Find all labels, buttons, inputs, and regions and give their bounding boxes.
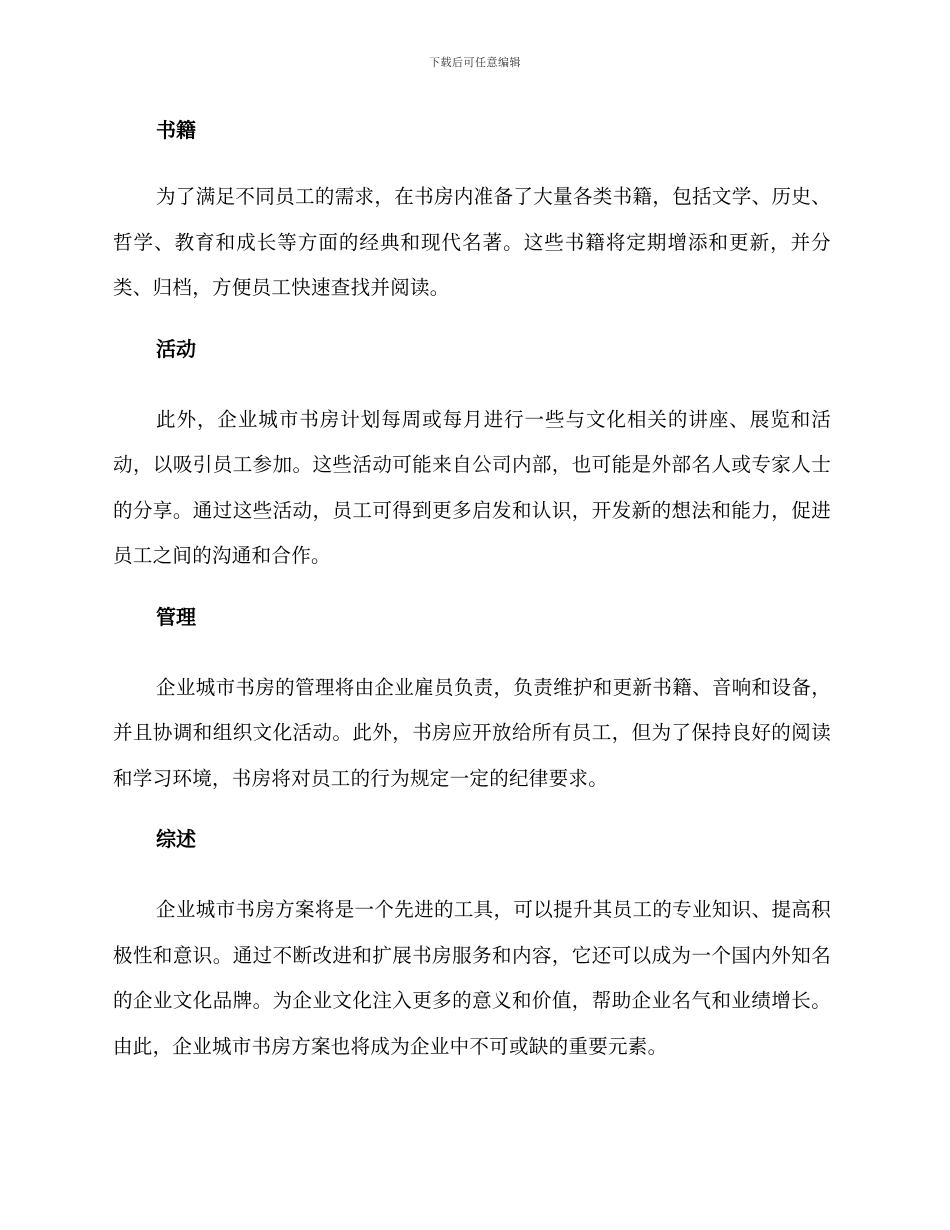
section-summary [113,819,831,1069]
section-paragraph: 此外，企业城市书房计划每周或每月进行一些与文化相关的讲座、展览和活动，以吸引员工参加。这些活动可能来自公司内部，也可能是外部名人或专家人士的分享。通过这些活动，员工可得到更多启发和认识，开发新的想法和能力，促进员工之间的沟通和合作。 [113,407,831,567]
page-header: 下载后可任意编辑 [429,56,521,69]
section-paragraph: 企业城市书房的管理将由企业雇员负责，负责维护和更新书籍、音响和设备，并且协调和组织文化活动。此外，书房应开放给所有员工，但为了保持良好的阅读和学习环境，书房将对员工的行为规定一定的纪律要求。 [113,675,831,790]
section-management [113,597,831,802]
section-heading: 活动 [156,336,196,361]
section-heading: 管理 [156,604,196,629]
section-books [113,110,831,311]
section-heading: 综述 [156,827,196,851]
document-body [113,110,831,1069]
section-activities [113,329,831,579]
section-paragraph: 为了满足不同员工的需求，在书房内准备了大量各类书籍，包括文学、历史、哲学、教育和成长等方面的经典和现代名著。这些书籍将定期增添和更新，并分类、归档，方便员工快速查找并阅读。 [113,185,831,299]
section-paragraph: 企业城市书房方案将是一个先进的工具，可以提升其员工的专业知识、提高积极性和意识。通过不断改进和扩展书房服务和内容，它还可以成为一个国内外知名的企业文化品牌。为企业文化注入更多的意义和价值，帮助企业名气和业绩增长。由此，企业城市书房方案也将成为企业中不可或缺的重要元素。 [113,898,831,1058]
section-heading: 书籍 [156,118,196,142]
